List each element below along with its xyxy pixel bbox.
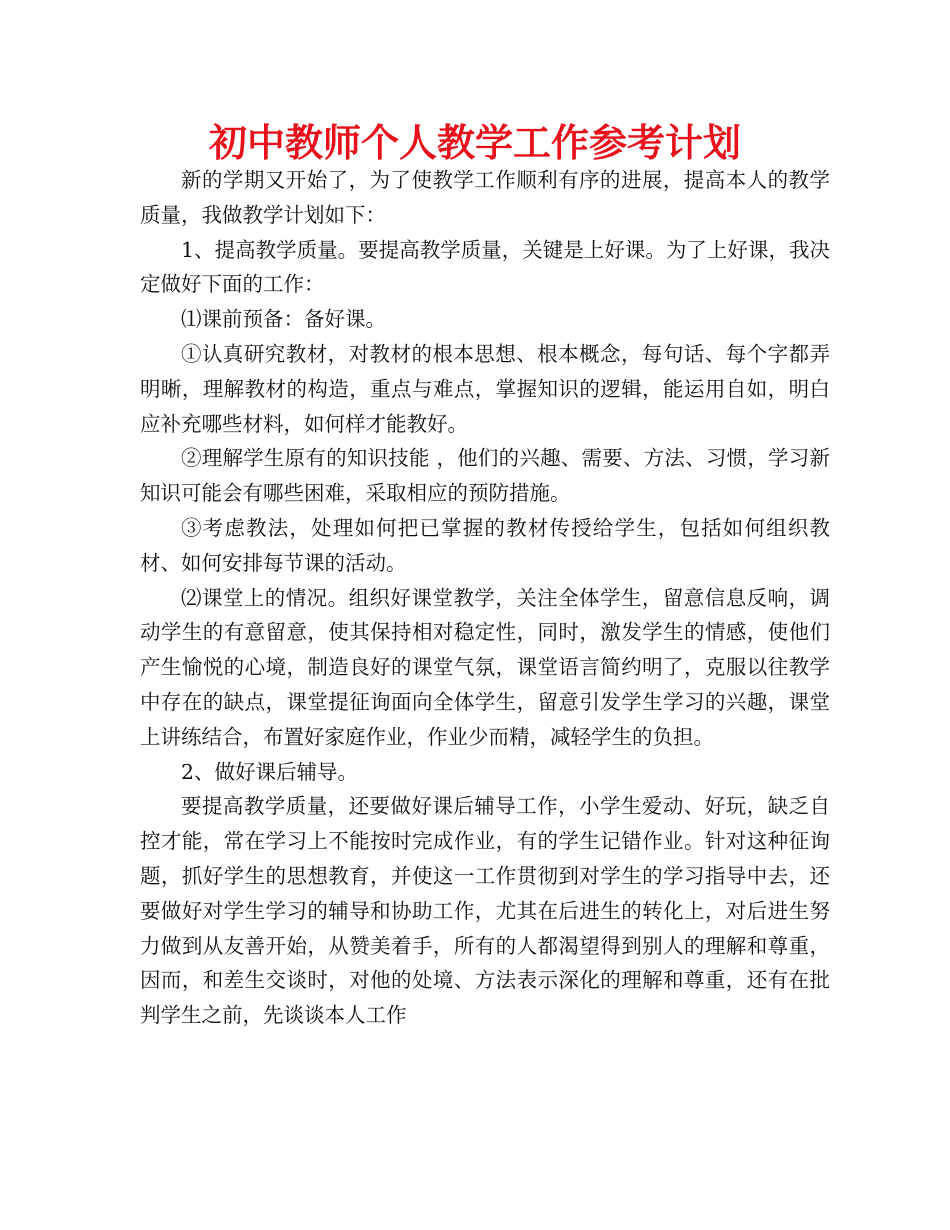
- paragraph-pre-class: ⑴课前预备：备好课。: [181, 307, 386, 332]
- paragraph-tutoring: 要提高教学质量，还要做好课后辅导工作，小学生爱动、好玩，缺乏自控才能，常在学习上不能按时完成作业，有的学生记错作业。针对这种征询题，抓好学生的思想教育，并使这一工作贯彻到对学生的学习指导中去，还要做好对学生学习的辅导和协助工作，尤其在后进生的转化上，对后进生努力做到从友善开始，从赞美着手，所有的人都渴望得到别人的理解和尊重，因而，和差生交谈时，对他的处境、方法表示深化的理解和尊重，还有在批判学生之前，先谈谈本人工作: [140, 794, 830, 1028]
- paragraph-item-3: ③考虑教法，处理如何把已掌握的教材传授给学生，包括如何组织教材、如何安排每节课的活动。: [140, 515, 830, 575]
- paragraph-item-2: ②理解学生原有的知识技能 ，他们的兴趣、需要、方法、习惯，学习新知识可能会有哪些困难，采取相应的预防措施。: [140, 446, 830, 506]
- paragraph-section-2: 2、做好课后辅导。: [181, 759, 359, 784]
- paragraph-item-1: ①认真研究教材，对教材的根本思想、根本概念，每句话、每个字都弄明晰，理解教材的构造，重点与难点，掌握知识的逻辑，能运用自如，明白应补充哪些材料，如何样才能教好。: [140, 341, 830, 436]
- paragraph-in-class: ⑵课堂上的情况。组织好课堂教学，关注全体学生，留意信息反响，调动学生的有意留意，使其保持相对稳定性，同时，激发学生的情感，使他们产生愉悦的心境，制造良好的课堂气氛，课堂语言简约明了，克服以往教学中存在的缺点，课堂提征询面向全体学生，留意引发学生学习的兴趣，课堂上讲练结合，布置好家庭作业，作业少而精，减轻学生的负担。: [140, 585, 830, 749]
- document-body: [140, 163, 830, 1033]
- paragraph-intro: 新的学期又开始了，为了使教学工作顺利有序的进展，提高本人的教学质量，我做教学计划如下：: [140, 168, 830, 227]
- paragraph-section-1: 1、提高教学质量。要提高教学质量，关键是上好课。为了上好课，我决定做好下面的工作：: [140, 237, 830, 297]
- document-title: 初中教师个人教学工作参考计划: [208, 121, 741, 165]
